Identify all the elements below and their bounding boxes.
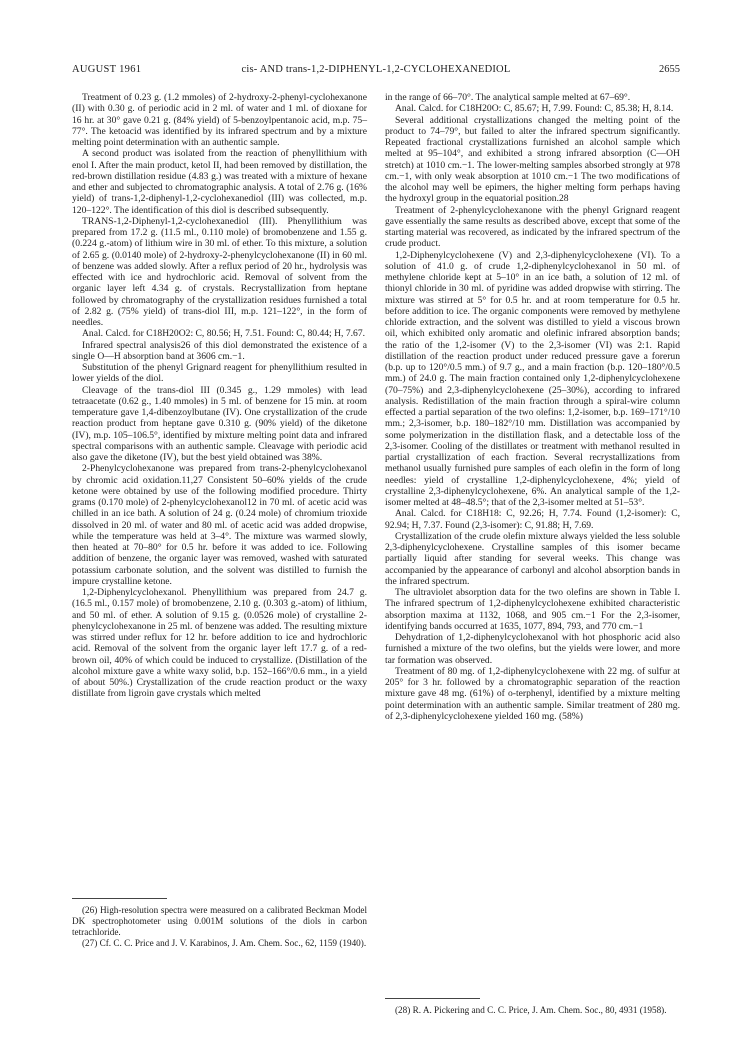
- paragraph: Several additional crystallizations changed the melting point of the product to 74–79°, but failed to alter the infrared spectrum significantly. Repeated fractional crystallizations furnished an alcohol sample which melted at 95–104°, and exhibited a strong infrared absorption (C—OH stretch) at 1010 cm.−1. The lower-melting samples absorbed strongly at 978 cm.−1, with only weak absorption at 1010 cm.−1 The two modifications of the alcohol may well be epimers, the higher melting form perhaps having the hydroxyl group in the equatorial position.28: [385, 114, 680, 205]
- paragraph: Infrared spectral analysis26 of this diol demonstrated the existence of a single O—H absorption band at 3606 cm.−1.: [72, 339, 367, 362]
- paragraph: Anal. Calcd. for C18H20O: C, 85.67; H, 7.99. Found: C, 85.38; H, 8.14.: [395, 103, 674, 115]
- paragraph: 1,2-Diphenylcyclohexene (V) and 2,3-diphenylcyclohexene (VI). To a solution of 41.0 g. of crude 1,2-diphenylcyclohexanol in 50 ml. of methylene chloride kept at 5–10° in an ice bath, a solution of 12 ml. of thionyl chloride in 30 ml. of pyridine was added dropwise with stirring. The mixture was stirred at 5° for 0.5 hr. and at room temperature for 0.5 hr. before addition to ice. The organic components were removed by methylene chloride extraction, and the solvent was distilled to yield a viscous brown oil, which exhibited only aromatic and olefinic infrared absorption bands; the ratio of the 1,2-isomer (V) to the 2,3-isomer (VI) was 2:1. Rapid distillation of the reaction product under reduced pressure gave a forerun (b.p. up to 120°/0.5 mm.) of 9.7 g., and a main fraction (b.p. 120–180°/0.5 mm.) of 24.0 g. The main fraction contained only 1,2-diphenylcyclohexene (70–75%) and 2,3-diphenylcyclohexene (25–30%), according to infrared analysis. Redistillation of the main fraction through a spiral-wire column effected a partial separation of the two olefins: 1,2-isomer, b.p. 169–171°/10 mm.; 2,3-isomer, b.p. 180–182°/10 mm. Distillation was accompanied by some polymerization in the distillation flask, and a detectable loss of the 2,3-isomer. Cooling of the distillates or treatment with methanol resulted in partial crystallization of each fraction. Several recrystallizations from methanol usually furnished pure samples of each olefin in the form of long needles: yield of crystalline 1,2-diphenylcyclohexene, 4%; yield of crystalline 2,3-diphenylcyclohexene, 6%. An analytical sample of the 1,2-isomer melted at 48–48.5°; that of the 2,3-isomer melted at 51–53°.: [385, 249, 680, 508]
- left-column: [72, 92, 367, 700]
- page-number: 2655: [659, 64, 680, 75]
- footnote: (26) High-resolution spectra were measured on a calibrated Beckman Model DK spectrophotometer using 0.001M solutions of the diols in carbon tetrachloride.: [72, 905, 367, 937]
- footnote: (27) Cf. C. C. Price and J. V. Karabinos, J. Am. Chem. Soc., 62, 1159 (1940).: [82, 938, 367, 948]
- paragraph: Treatment of 80 mg. of 1,2-diphenylcyclohexene with 22 mg. of sulfur at 205° for 3 hr. followed by a chromatographic separation of the reaction mixture gave 48 mg. (61%) of o-terphenyl, identified by a mixture melting point determination with an authentic sample. Similar treatment of 280 mg. of 2,3-diphenylcyclohexene yielded 160 mg. (58%): [385, 665, 680, 722]
- paragraph: A second product was isolated from the reaction of phenyllithium with enol I. After the main product, ketol II, had been removed by distillation, the red-brown distillation residue (4.83 g.) was treated with a mixture of hexane and ether and subjected to chromatographic analysis. A total of 2.76 g. (16% yield) of trans-1,2-diphenyl-1,2-cyclohexanediol (III) was collected, m.p. 120–122°. The identification of this diol is described subsequently.: [72, 148, 367, 216]
- paragraph: Crystallization of the crude olefin mixture always yielded the less soluble 2,3-diphenylcyclohexene. Crystalline samples of this isomer became partially liquid after standing for several weeks. This change was accompanied by the appearance of carbonyl and alcohol absorption bands in the infrared spectrum.: [385, 530, 680, 587]
- paragraph: 1,2-Diphenylcyclohexanol. Phenyllithium was prepared from 24.7 g. (16.5 ml., 0.157 mole) of bromobenzene, 2.10 g. (0.303 g.-atom) of lithium, and 50 ml. of ether. A solution of 9.15 g. (0.0526 mole) of crystalline 2-phenylcyclohexanone in 25 ml. of benzene was added. The resulting mixture was stirred under reflux for 12 hr. before addition to ice and hydrochloric acid. Removal of the solvent from the organic layer left 17.7 g. of a red-brown oil, 40% of which could be induced to crystallize. (Distillation of the alcohol mixture gave a white waxy solid, b.p. 152–166°/0.6 mm., in a yield of about 50%.) Crystallization of the crude reaction product or the waxy distillate from ligroin gave crystals which melted: [72, 587, 368, 700]
- paragraph: Anal. Calcd. for C18H20O2: C, 80.56; H, 7.51. Found: C, 80.44; H, 7.67.: [82, 328, 366, 340]
- footnote-rule: [385, 998, 480, 999]
- paragraph: Anal. Calcd. for C18H18: C, 92.26; H, 7.74. Found (1,2-isomer): C, 92.94; H, 7.37. Found (2,3-isomer): C, 91.88; H, 7.69.: [385, 508, 680, 531]
- header-title: cis- AND trans-1,2-DIPHENYL-1,2-CYCLOHEXANEDIOL: [241, 64, 511, 75]
- footnote: (28) R. A. Pickering and C. C. Price, J. Am. Chem. Soc., 80, 4931 (1958).: [395, 1005, 667, 1015]
- running-header: [72, 64, 680, 80]
- footnote-rule: [72, 898, 167, 899]
- paragraph: Substitution of the phenyl Grignard reagent for phenyllithium resulted in lower yields of the diol.: [72, 362, 367, 385]
- footnotes-left: [72, 898, 367, 949]
- right-column: [385, 92, 680, 722]
- header-date: AUGUST 1961: [72, 64, 142, 75]
- footnotes-right: [385, 998, 680, 1016]
- paragraph: in the range of 66–70°. The analytical sample melted at 67–69°.: [385, 92, 631, 103]
- paragraph: TRANS-1,2-Diphenyl-1,2-cyclohexanediol (III). Phenyllithium was prepared from 17.2 g. (11.5 ml., 0.110 mole) of bromobenzene and 1.55 g. (0.224 g.-atom) of lithium wire in 30 ml. of ether. To this mixture, a solution of 2.65 g. (0.0140 mole) of 2-hydroxy-2-phenylcyclohexanone (II) in 60 ml. of benzene was added slowly. After a reflux period of 20 hr., hydrolysis was effected with ice and hydrochloric acid. Removal of solvent from the organic layer left 4.34 g. of crystals. Recrystallization from heptane followed by chromatography of the crystallization residues furnished a total of 2.82 g. (75% yield) of trans-diol III, m.p. 121–122°, in the form of needles.: [72, 215, 367, 328]
- paragraph: Treatment of 0.23 g. (1.2 mmoles) of 2-hydroxy-2-phenyl-cyclohexanone (II) with 0.30 g. of periodic acid in 2 ml. of water and 1 ml. of dioxane for 16 hr. at 30° gave 0.21 g. (84% yield) of 5-benzoylpentanoic acid, m.p. 75–77°. The ketoacid was identified by its infrared spectrum and by a mixture melting point determination with an authentic sample.: [72, 92, 367, 148]
- paragraph: Dehydration of 1,2-diphenylcyclohexanol with hot phosphoric acid also furnished a mixture of the two olefins, but the yields were lower, and more tar formation was observed.: [385, 632, 680, 666]
- paragraph: Treatment of 2-phenylcyclohexanone with the phenyl Grignard reagent gave essentially the same results as described above, except that some of the starting material was recovered, as indicated by the infrared spectrum of the crude product.: [385, 204, 680, 250]
- paragraph: Cleavage of the trans-diol III (0.345 g., 1.29 mmoles) with lead tetraacetate (0.62 g., 1.40 mmoles) in 5 ml. of benzene for 15 min. at room temperature gave 1,4-dibenzoylbutane (IV). One crystallization of the crude reaction product from heptane gave 0.310 g. (90% yield) of the diketone (IV), m.p. 105–106.5°, identified by mixture melting point data and infrared spectral comparisons with an authentic sample. Cleavage with periodic acid also gave the diketone (IV), but the best yield obtained was 38%.: [72, 384, 367, 463]
- paragraph: The ultraviolet absorption data for the two olefins are shown in Table I. The infrared spectrum of 1,2-diphenylcyclohexene exhibited characteristic absorption maxima at 1132, 1068, and 905 cm.−1 For the 2,3-isomer, identifying bands occurred at 1635, 1077, 894, 793, and 770 cm.−1: [385, 587, 680, 632]
- paragraph: 2-Phenylcyclohexanone was prepared from trans-2-phenylcyclohexanol by chromic acid oxidation.11,27 Consistent 50–60% yields of the crude ketone were obtained by use of the following modified procedure. Thirty grams (0.170 mole) of 2-phenylcyclohexanol12 in 70 ml. of acetic acid was chilled in an ice bath. A solution of 24 g. (0.24 mole) of chromium trioxide dissolved in 20 ml. of water and 80 ml. of acetic acid was added dropwise, while the temperature was held at 3–4°. The mixture was warmed slowly, then heated at 70–80° for 0.5 hr. before it was added to ice. Following addition of benzene, the organic layer was removed, washed with saturated potassium carbonate solution, and the solvent was distilled to furnish the impure crystalline ketone.: [72, 463, 367, 587]
